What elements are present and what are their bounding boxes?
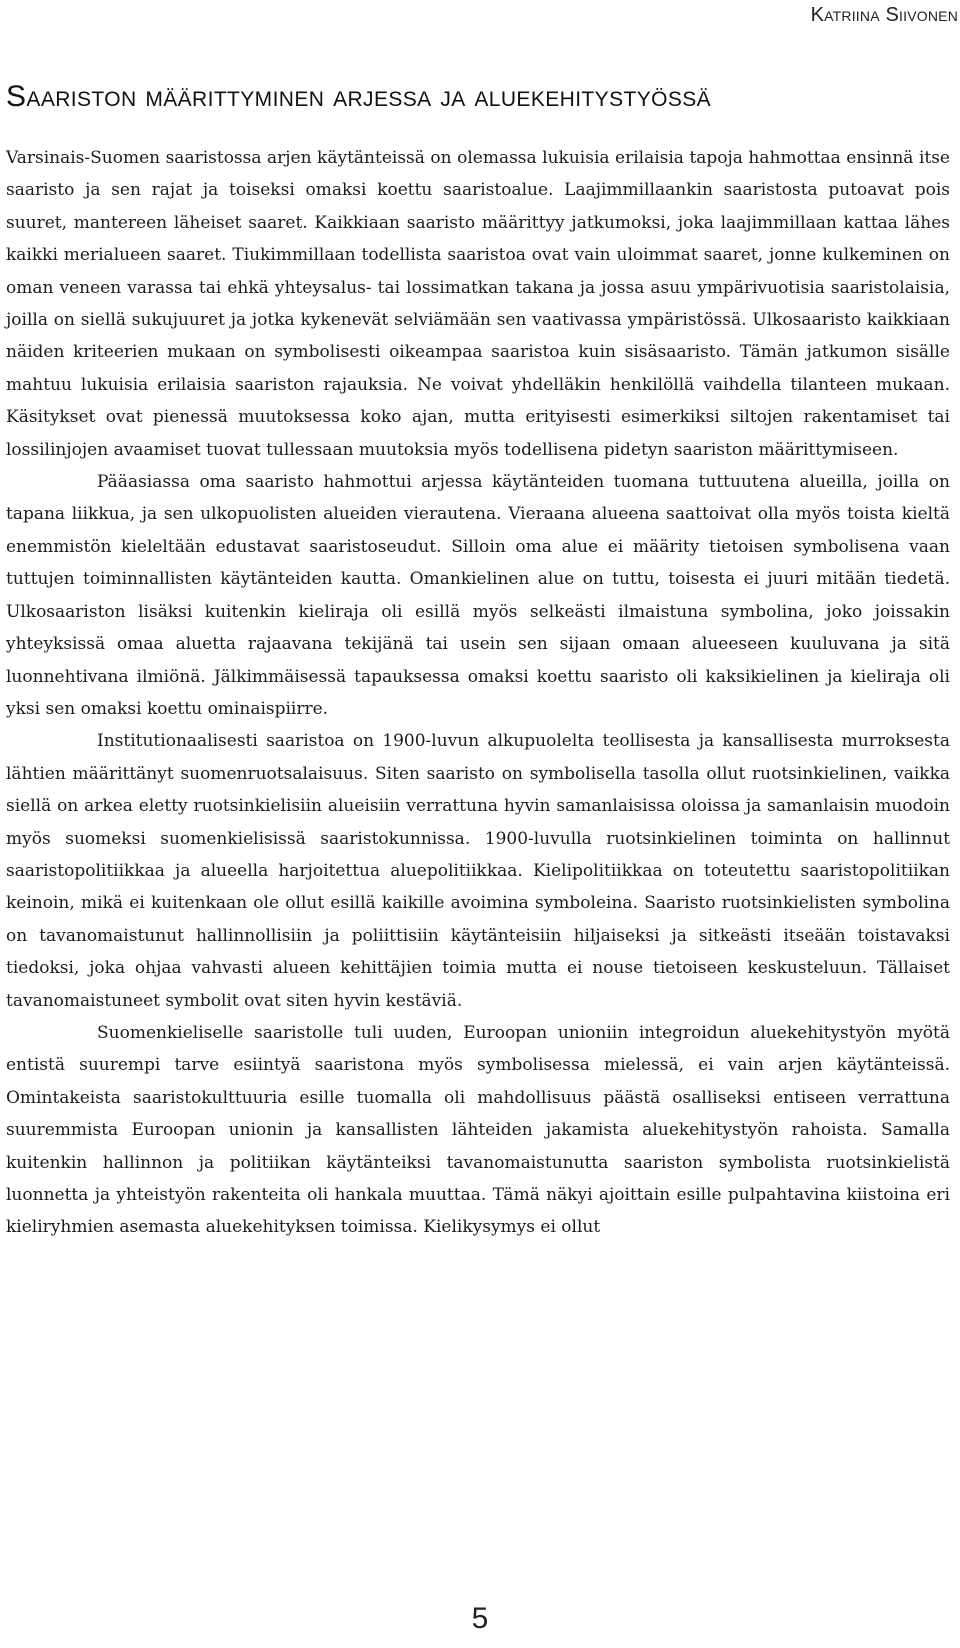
paragraph-4: Suomenkieliselle saaristolle tuli uuden, Euroopan unioniin integroidun aluekehitystyön myötä entistä suurempi tarve esiintyä saaristona myös symbolisessa mielessä, ei vain arjen käytänteissä. Omintakeista saaristokulttuuria esille tuomalla oli mahdollisuus päästä osalliseksi entiseen verrattuna suuremmista Euroopan unionin ja kansallisten lähteiden jakamista aluekehitystyön rahoista. Samalla kuitenkin hallinnon ja politiikan käytänteiksi tavanomaistunutta saariston symbolista ruotsinkielistä luonnetta ja yhteistyön rakenteita oli hankala muuttaa. Tämä näkyi ajoittain esille pulpahtavina kiistoina eri kieliryhmien asemasta aluekehityksen toimissa. Kielikysymys ei ollut xyxy=(6,1022,950,1238)
running-head-author: Katriina Siivonen xyxy=(810,4,958,26)
page-number: 5 xyxy=(471,1602,489,1635)
paragraph-1: Varsinais-Suomen saaristossa arjen käytänteissä on olemassa lukuisia erilaisia tapoja hahmottaa ensinnä itse saaristo ja sen rajat ja toiseksi omaksi koettu saaristoalue. Laajimmillaankin saaristosta putoavat pois suuret, mantereen läheiset saaret. Kaikkiaan saaristo määrittyy jatkumoksi, joka laajimmillaan kattaa lähes kaikki merialueen saaret. Tiukimmillaan todellista saaristoa ovat vain uloimmat saaret, jonne kulkeminen on oman veneen varassa tai ehkä yhteysalus- tai lossimatkan takana ja jossa asuu ympärivuotisia saaristolaisia, joilla on siellä sukujuuret ja jotka kykenevät selviämään sen vaativassa ympäristössä. Ulkosaaristo kaikkiaan näiden kriteerien mukaan on symbolisesti oikeampaa saaristoa kuin sisäsaaristo. Tämän jatkumon sisälle mahtuu lukuisia erilaisia saariston rajauksia. Ne voivat yhdelläkin henkilöllä vaihdella tilanteen mukaan. Käsitykset ovat pienessä muutoksessa koko ajan, mutta erityisesti esimerkiksi siltojen rakentamiset tai lossilinjojen avaamiset tuovat tullessaan muutoksia myös todellisena pidetyn saariston määrittymiseen. xyxy=(6,148,950,460)
paragraph-3: Institutionaalisesti saaristoa on 1900-luvun alkupuolelta teollisesta ja kansallisesta murroksesta lähtien määrittänyt suomenruotsalaisuus. Siten saaristo on symbolisella tasolla ollut ruotsinkielinen, vaikka siellä on arkea eletty ruotsinkielisiin alueisiin verrattuna hyvin samanlaisissa oloissa ja samanlaisin muodoin myös suomeksi suomenkielisissä saaristokunnissa. 1900-luvulla ruotsinkielinen toiminta on hallinnut saaristopolitiikkaa ja alueella harjoitettua aluepolitiikkaa. Kielipolitiikkaa on toteutettu saaristopolitiikan keinoin, mikä ei kuitenkaan ole ollut esillä kaikille avoimina symboleina. Saaristo ruotsinkielisten symbolina on tavanomaistunut hallinnollisiin ja poliittisiin käytänteisiin hiljaiseksi ja sitkeästi itseään toistavaksi tiedoksi, joka ohjaa vahvasti alueen kehittäjien toimia mutta ei nouse tietoiseen keskusteluun. Tällaiset tavanomaistuneet symbolit ovat siten hyvin kestäviä. xyxy=(6,731,950,1011)
paragraph-2: Pääasiassa oma saaristo hahmottui arjessa käytänteiden tuomana tuttuutena alueilla, joilla on tapana liikkua, ja sen ulkopuolisten alueiden vierautena. Vieraana alueena saattoivat olla myös toista kieltä enemmistön kieleltään edustavat saaristoseudut. Silloin oma alue ei määrity tietoisen symbolisena vaan tuttujen toiminnallisten käytänteiden kautta. Omankielinen alue on tuttu, toisesta ei juuri mitään tiedetä. Ulkosaariston lisäksi kuitenkin kieliraja oli esillä myös selkeästi ilmaistuna symbolina, joko joissakin yhteyksissä omaa aluetta rajaavana tekijänä tai usein sen sijaan omaan alueeseen kuuluvana ja sitä luonnehtivana ilmiönä. Jälkimmäisessä tapauksessa omaksi koettu saaristo oli kaksikielinen ja kieliraja oli yksi sen omaksi koettu ominaispiirre. xyxy=(6,472,950,719)
section-heading: Saariston määrittyminen arjessa ja aluekehitystyössä xyxy=(6,80,712,113)
body-text xyxy=(6,142,950,1244)
